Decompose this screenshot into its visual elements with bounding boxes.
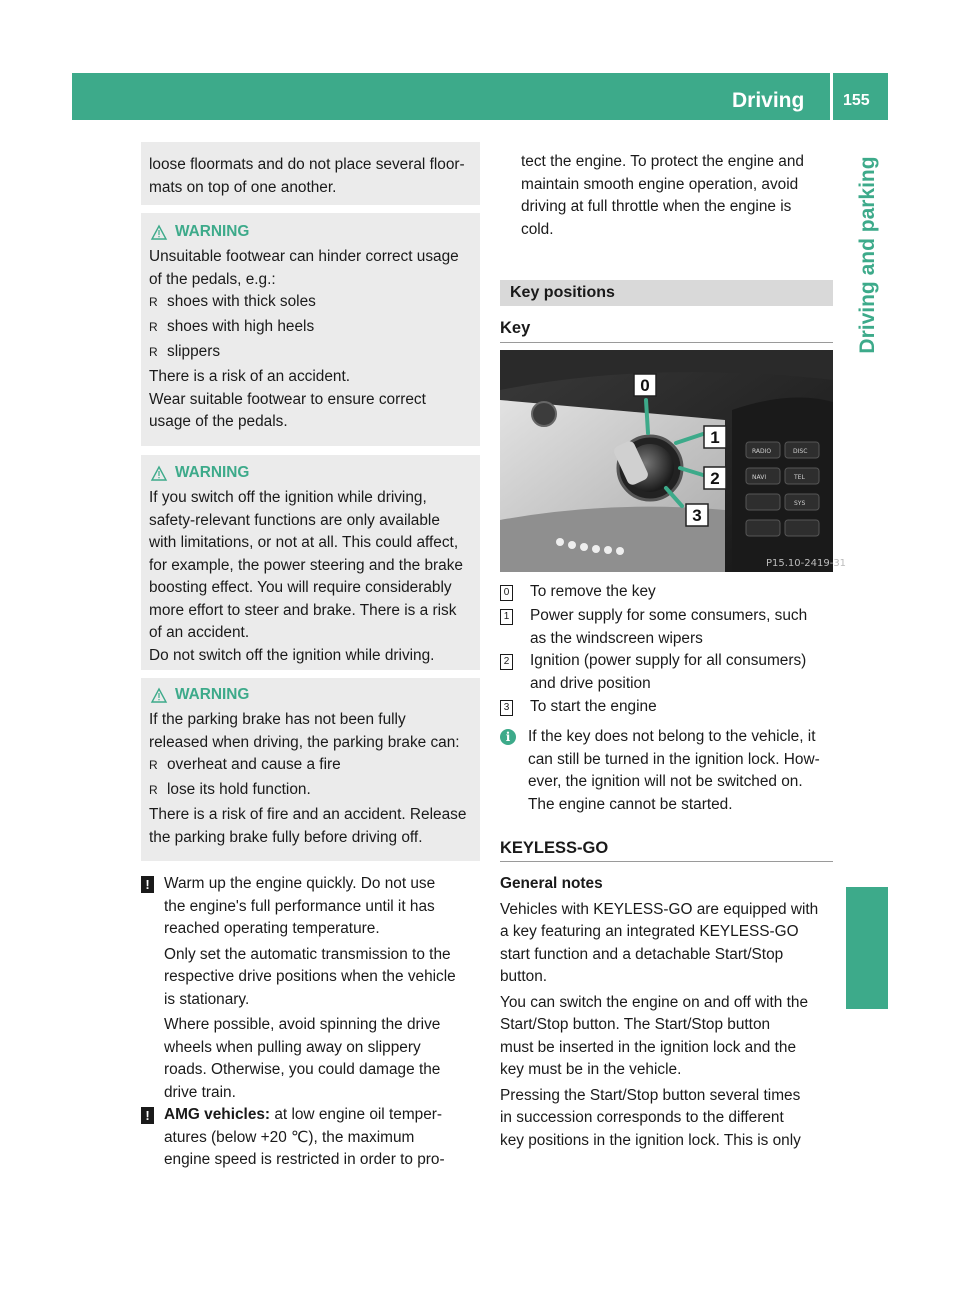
text-line: wheels when pulling away on slippery (164, 1038, 421, 1056)
list-item: R overheat and cause a fire (149, 756, 341, 773)
warning-triangle-icon (151, 225, 167, 240)
general-notes (500, 873, 835, 1152)
text-line: tect the engine. To protect the engine and (521, 153, 804, 170)
general-notes-heading: General notes (500, 875, 603, 892)
side-tab-label: Driving and parking (856, 156, 879, 354)
text-line: The engine cannot be started. (528, 795, 733, 813)
sub-heading-keyless-go: KEYLESS-GO (500, 839, 609, 857)
callout-0: 0 (640, 376, 650, 395)
exclamation-icon: ! (141, 876, 154, 893)
text-line: Do not switch off the ignition while driving. (149, 646, 435, 664)
callout-1: 1 (710, 428, 720, 447)
key-position-item (500, 650, 833, 695)
header-divider (830, 73, 833, 120)
warning-title (149, 221, 472, 244)
text-line: drive train. (164, 1083, 236, 1101)
text-line: in succession corresponds to the different (500, 1109, 784, 1126)
page-number: 155 (843, 92, 870, 109)
warning-box-ignition (141, 455, 480, 670)
ignition-lock-illustration (500, 350, 847, 572)
text-line: Ignition (power supply for all consumers) (530, 652, 807, 669)
photo-button-label: TEL (794, 474, 805, 481)
text-line: To start the engine (530, 698, 657, 715)
info-note (500, 726, 835, 816)
note-engine-warmup (141, 873, 481, 1107)
warning-title (149, 462, 472, 485)
photo-button-label: SYS (794, 500, 806, 507)
continued-text (521, 151, 841, 241)
text-line: Where possible, avoid spinning the drive (164, 1016, 441, 1033)
text-line: key must be in the vehicle. (500, 1061, 682, 1078)
key-position-item (500, 581, 833, 604)
text-line: usage of the pedals. (149, 413, 288, 431)
text-line: maintain smooth engine operation, avoid (521, 175, 799, 193)
text-line: Wear suitable footwear to ensure correct (149, 390, 426, 408)
header-title: Driving (732, 89, 805, 112)
text-line: Vehicles with KEYLESS-GO are equipped with (500, 900, 819, 918)
text-line: There is a risk of fire and an accident. Release (149, 806, 467, 824)
warning-box-parking-brake (141, 678, 480, 861)
text-line: key positions in the ignition lock. This is only (500, 1131, 801, 1149)
warning-title-text: WARNING (175, 464, 250, 482)
text-line: must be inserted in the ignition lock and the (500, 1038, 797, 1056)
text-line: of an accident. (149, 624, 250, 641)
text-line: ever, the ignition will not be switched on. (528, 773, 803, 790)
text-line: engine speed is restricted in order to pro- (164, 1151, 445, 1168)
callout-2: 2 (710, 469, 720, 488)
text-line: To remove the key (530, 583, 656, 600)
text-line: the engine's full performance until it has (164, 897, 435, 915)
list-item: R lose its hold function. (149, 781, 311, 799)
text-line: Power supply for some consumers, such (530, 607, 808, 624)
position-number-badge: 3 (500, 700, 513, 716)
text-line: There is a risk of an accident. (149, 368, 351, 386)
photo-button-label: NAVI (752, 474, 767, 481)
text-line: Warm up the engine quickly. Do not use (164, 875, 436, 892)
info-icon: i (500, 729, 516, 745)
list-item: R shoes with high heels (149, 318, 315, 336)
callout-3: 3 (692, 506, 702, 525)
warning-triangle-icon (151, 688, 167, 703)
exclamation-icon: ! (141, 1107, 154, 1124)
text-line: Start/Stop button. The Start/Stop button (500, 1016, 771, 1033)
text-line: mats on top of one another. (149, 178, 337, 196)
warning-title (149, 684, 472, 707)
text-line: boosting effect. You will require considerably (149, 579, 452, 596)
position-number-badge: 1 (500, 609, 513, 625)
sub-heading-key: Key (500, 319, 531, 337)
key-position-item (500, 696, 833, 719)
warning-triangle-icon (151, 466, 167, 481)
text-line: as the windscreen wipers (530, 629, 703, 647)
key-position-item (500, 605, 833, 650)
text-line: more effort to steer and brake. There is a risk (149, 601, 457, 619)
text-line: reached operating temperature. (164, 920, 380, 937)
note-amg-vehicles (141, 1104, 481, 1172)
text-line: If the key does not belong to the vehicle, it (528, 728, 816, 745)
text-line: for example, the power steering and the brake (149, 556, 463, 574)
text-line: is stationary. (164, 990, 250, 1008)
text-line: button. (500, 968, 548, 985)
text-line: Unsuitable footwear can hinder correct usage (149, 248, 459, 265)
list-item: R slippers (149, 343, 221, 361)
text-line: of the pedals, e.g.: (149, 270, 276, 288)
text-line: Pressing the Start/Stop button several times (500, 1086, 801, 1104)
text-line: safety-relevant functions are only available (149, 511, 440, 529)
text-line: and drive position (530, 674, 651, 692)
text-line: roads. Otherwise, you could damage the (164, 1061, 441, 1078)
ignition-lock-photo (500, 350, 847, 572)
info-box-floormats (141, 142, 480, 205)
text-line: with limitations, or not at all. This could affect, (149, 534, 459, 551)
photo-button-label: DISC (793, 448, 808, 455)
list-item: R shoes with thick soles (149, 293, 316, 310)
text-line: start function and a detachable Start/Stop (500, 945, 784, 963)
text-line: AMG vehicles: at low engine oil temper- (164, 1106, 443, 1123)
text-line: atures (below +20 ℃), the maximum (164, 1128, 415, 1146)
text-line: driving at full throttle when the engine is (521, 198, 792, 215)
text-line: If you switch off the ignition while driving, (149, 489, 427, 506)
text-line: You can switch the engine on and off with the (500, 993, 809, 1011)
text-line: can still be turned in the ignition lock. How- (528, 750, 820, 768)
divider (500, 861, 833, 862)
warning-title-text: WARNING (175, 223, 250, 241)
text-line: a key featuring an integrated KEYLESS-GO (500, 923, 799, 940)
text-line: the parking brake fully before driving off. (149, 828, 423, 846)
warning-box-footwear (141, 213, 480, 446)
text-line: released when driving, the parking brake can: (149, 733, 460, 751)
text-line: If the parking brake has not been fully (149, 711, 406, 728)
text-line: cold. (521, 220, 554, 238)
position-number-badge: 2 (500, 654, 513, 670)
photo-button-label: RADIO (752, 448, 772, 455)
text-line: Only set the automatic transmission to the (164, 945, 451, 963)
section-heading: Key positions (500, 280, 833, 306)
divider (500, 342, 833, 343)
position-number-badge: 0 (500, 585, 513, 601)
warning-title-text: WARNING (175, 686, 250, 704)
photo-caption: P15.10-2419-31 (766, 558, 847, 569)
side-tab-block (846, 887, 888, 1009)
text-line: respective drive positions when the vehicle (164, 968, 456, 985)
text-line: loose floormats and do not place several floor- (149, 156, 465, 173)
